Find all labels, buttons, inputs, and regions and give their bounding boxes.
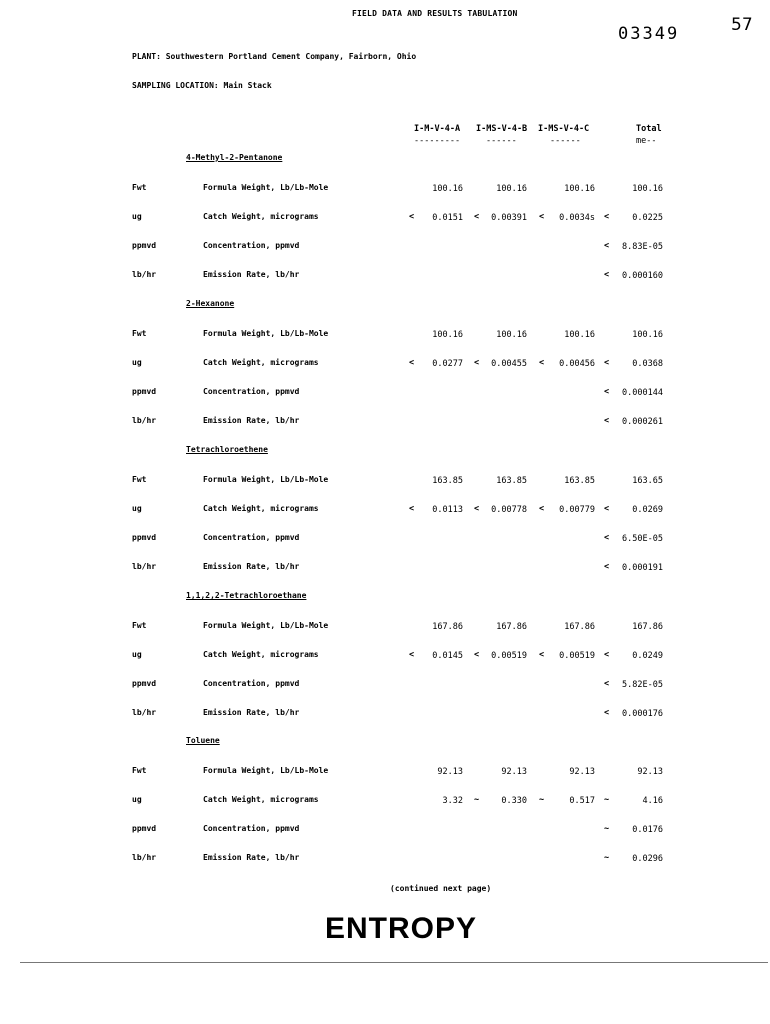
- entropy-logo: ENTROPY: [325, 912, 478, 945]
- row-description: Catch Weight, micrograms: [203, 795, 319, 804]
- row-abbreviation: Fwt: [132, 329, 147, 338]
- row-abbreviation: ppmvd: [132, 241, 157, 250]
- row-description: Emission Rate, lb/hr: [203, 853, 300, 862]
- row-description: Concentration, ppmvd: [203, 533, 300, 542]
- compound-heading: 1,1,2,2-Tetrachloroethane: [186, 591, 307, 600]
- total-value-cell: 100.16: [632, 330, 663, 340]
- row-description: Concentration, ppmvd: [203, 241, 300, 250]
- value-qualifier: ~: [604, 853, 610, 863]
- sampling-location-line: SAMPLING LOCATION: Main Stack: [132, 81, 272, 90]
- footer-rule: [20, 962, 768, 963]
- column-header-2: I-MS-V-4-B: [476, 124, 528, 134]
- value-qualifier: ~: [474, 795, 480, 805]
- value-qualifier: <: [409, 504, 415, 514]
- run-value-cell: 0.00519: [559, 651, 595, 661]
- value-qualifier: <: [539, 650, 545, 660]
- run-value-cell: 100.16: [432, 184, 463, 194]
- total-value-cell: 4.16: [642, 796, 663, 806]
- column-underline-2: ------: [486, 136, 517, 146]
- row-abbreviation: lb/hr: [132, 416, 157, 425]
- row-description: Formula Weight, Lb/Lb-Mole: [203, 766, 329, 775]
- run-value-cell: 0.0151: [432, 213, 463, 223]
- run-value-cell: 167.86: [496, 622, 527, 632]
- row-description: Emission Rate, lb/hr: [203, 708, 300, 717]
- compound-heading: Tetrachloroethene: [186, 445, 268, 454]
- total-value-cell: 0.000160: [622, 271, 663, 281]
- run-value-cell: 0.0277: [432, 359, 463, 369]
- row-abbreviation: Fwt: [132, 183, 147, 192]
- row-abbreviation: Fwt: [132, 475, 147, 484]
- run-value-cell: 163.85: [432, 476, 463, 486]
- total-value-cell: 8.83E-05: [622, 242, 663, 252]
- row-description: Catch Weight, micrograms: [203, 650, 319, 659]
- row-description: Emission Rate, lb/hr: [203, 270, 300, 279]
- value-qualifier: <: [604, 270, 610, 280]
- row-abbreviation: ppmvd: [132, 533, 157, 542]
- value-qualifier: <: [604, 650, 610, 660]
- compound-heading: Toluene: [186, 736, 220, 745]
- run-value-cell: 163.85: [496, 476, 527, 486]
- run-value-cell: 3.32: [442, 796, 463, 806]
- run-value-cell: 0.0034s: [559, 213, 595, 223]
- value-qualifier: ~: [539, 795, 545, 805]
- row-abbreviation: ppmvd: [132, 387, 157, 396]
- document-title: FIELD DATA AND RESULTS TABULATION: [352, 9, 518, 18]
- row-abbreviation: lb/hr: [132, 708, 157, 717]
- run-value-cell: 163.85: [564, 476, 595, 486]
- value-qualifier: <: [604, 533, 610, 543]
- total-value-cell: 0.000261: [622, 417, 663, 427]
- row-description: Formula Weight, Lb/Lb-Mole: [203, 183, 329, 192]
- value-qualifier: <: [604, 212, 610, 222]
- total-value-cell: 6.50E-05: [622, 534, 663, 544]
- value-qualifier: <: [604, 416, 610, 426]
- row-description: Catch Weight, micrograms: [203, 212, 319, 221]
- row-description: Concentration, ppmvd: [203, 824, 300, 833]
- total-value-cell: 92.13: [637, 767, 663, 777]
- row-description: Formula Weight, Lb/Lb-Mole: [203, 329, 329, 338]
- value-qualifier: ~: [604, 795, 610, 805]
- run-value-cell: 100.16: [564, 330, 595, 340]
- value-qualifier: ~: [604, 824, 610, 834]
- value-qualifier: <: [409, 212, 415, 222]
- value-qualifier: <: [604, 241, 610, 251]
- run-value-cell: 0.517: [569, 796, 595, 806]
- plant-line: PLANT: Southwestern Portland Cement Company, Fairborn, Ohio: [132, 52, 417, 61]
- value-qualifier: <: [409, 358, 415, 368]
- column-header-total-sub: me--: [636, 136, 657, 146]
- value-qualifier: <: [539, 212, 545, 222]
- row-abbreviation: ppmvd: [132, 679, 157, 688]
- value-qualifier: <: [409, 650, 415, 660]
- row-abbreviation: lb/hr: [132, 562, 157, 571]
- run-value-cell: 167.86: [564, 622, 595, 632]
- value-qualifier: <: [474, 650, 480, 660]
- page-number: 57: [731, 15, 753, 35]
- compound-heading: 2-Hexanone: [186, 299, 235, 308]
- run-value-cell: 167.86: [432, 622, 463, 632]
- total-value-cell: 0.0368: [632, 359, 663, 369]
- value-qualifier: <: [539, 504, 545, 514]
- total-value-cell: 0.000176: [622, 709, 663, 719]
- row-abbreviation: ug: [132, 212, 142, 221]
- total-value-cell: 5.82E-05: [622, 680, 663, 690]
- value-qualifier: <: [604, 358, 610, 368]
- value-qualifier: <: [474, 358, 480, 368]
- compound-heading: 4-Methyl-2-Pentanone: [186, 153, 283, 162]
- total-value-cell: 0.000144: [622, 388, 663, 398]
- run-value-cell: 0.0145: [432, 651, 463, 661]
- value-qualifier: <: [604, 679, 610, 689]
- row-abbreviation: lb/hr: [132, 853, 157, 862]
- row-abbreviation: ug: [132, 358, 142, 367]
- continued-note: (continued next page): [390, 884, 492, 893]
- value-qualifier: <: [474, 212, 480, 222]
- run-value-cell: 100.16: [564, 184, 595, 194]
- total-value-cell: 0.0296: [632, 854, 663, 864]
- column-underline-3: ------: [550, 136, 581, 146]
- run-value-cell: 100.16: [496, 330, 527, 340]
- row-abbreviation: Fwt: [132, 621, 147, 630]
- run-value-cell: 92.13: [569, 767, 595, 777]
- row-abbreviation: ug: [132, 650, 142, 659]
- total-value-cell: 163.65: [632, 476, 663, 486]
- run-value-cell: 0.330: [501, 796, 527, 806]
- row-description: Formula Weight, Lb/Lb-Mole: [203, 621, 329, 630]
- run-value-cell: 0.00391: [491, 213, 527, 223]
- total-value-cell: 0.0176: [632, 825, 663, 835]
- row-description: Emission Rate, lb/hr: [203, 562, 300, 571]
- run-value-cell: 0.00455: [491, 359, 527, 369]
- column-header-1: I-M-V-4-A: [414, 124, 461, 134]
- run-value-cell: 0.00779: [559, 505, 595, 515]
- run-value-cell: 0.00519: [491, 651, 527, 661]
- run-value-cell: 92.13: [501, 767, 527, 777]
- run-value-cell: 0.0113: [432, 505, 463, 515]
- column-underline-1: ---------: [414, 136, 461, 146]
- row-description: Concentration, ppmvd: [203, 679, 300, 688]
- column-header-3: I-MS-V-4-C: [538, 124, 590, 134]
- row-abbreviation: Fwt: [132, 766, 147, 775]
- run-value-cell: 0.00778: [491, 505, 527, 515]
- row-description: Catch Weight, micrograms: [203, 358, 319, 367]
- run-value-cell: 0.00456: [559, 359, 595, 369]
- value-qualifier: <: [604, 504, 610, 514]
- run-value-cell: 100.16: [496, 184, 527, 194]
- value-qualifier: <: [539, 358, 545, 368]
- value-qualifier: <: [604, 562, 610, 572]
- total-value-cell: 100.16: [632, 184, 663, 194]
- total-value-cell: 0.0249: [632, 651, 663, 661]
- row-abbreviation: ug: [132, 504, 142, 513]
- total-value-cell: 0.000191: [622, 563, 663, 573]
- row-abbreviation: ug: [132, 795, 142, 804]
- row-description: Formula Weight, Lb/Lb-Mole: [203, 475, 329, 484]
- value-qualifier: <: [604, 708, 610, 718]
- row-abbreviation: lb/hr: [132, 270, 157, 279]
- value-qualifier: <: [604, 387, 610, 397]
- value-qualifier: <: [474, 504, 480, 514]
- document-number: 03349: [618, 24, 680, 44]
- row-description: Emission Rate, lb/hr: [203, 416, 300, 425]
- run-value-cell: 100.16: [432, 330, 463, 340]
- row-description: Concentration, ppmvd: [203, 387, 300, 396]
- run-value-cell: 92.13: [437, 767, 463, 777]
- total-value-cell: 167.86: [632, 622, 663, 632]
- row-abbreviation: ppmvd: [132, 824, 157, 833]
- total-value-cell: 0.0269: [632, 505, 663, 515]
- column-header-total: Total: [636, 124, 662, 134]
- total-value-cell: 0.0225: [632, 213, 663, 223]
- row-description: Catch Weight, micrograms: [203, 504, 319, 513]
